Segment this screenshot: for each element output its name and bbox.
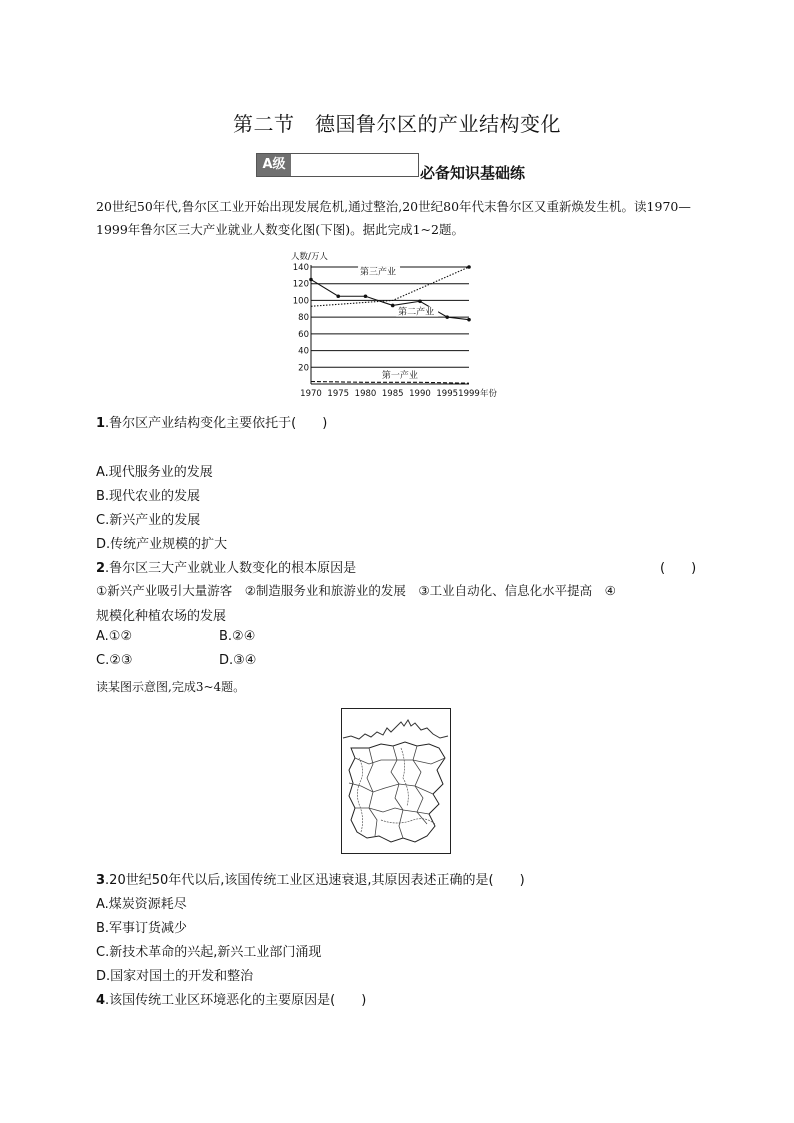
option-2b: B.②④: [219, 629, 256, 644]
statement-list: ①新兴产业吸引大量游客 ②制造服务业和旅游业的发展 ③工业自动化、信息化水平提高 ④: [96, 583, 616, 598]
y-tick-label: 20: [298, 363, 309, 374]
option-1d: D.传统产业规模的扩大: [96, 537, 228, 552]
series-label: 第三产业: [360, 267, 397, 278]
option-3d: D.国家对国土的开发和整治: [96, 969, 254, 984]
x-tick-label: 1980: [354, 389, 377, 399]
question-1: [96, 412, 327, 431]
x-tick-label: 1970: [300, 389, 322, 399]
answer-paren: ( ): [660, 561, 697, 576]
statement-list-cont: 规模化种植农场的发展: [96, 609, 227, 624]
data-point: [336, 294, 340, 298]
option-2a: A.①②: [96, 629, 133, 644]
question-stem: .该国传统工业区环境恶化的主要原因是( ): [105, 993, 367, 1008]
level-name: 必备知识基础练: [420, 164, 526, 182]
y-tick-label: 80: [298, 313, 309, 324]
x-tick-label: 1985: [381, 389, 404, 399]
x-tick-label: 1999: [458, 389, 480, 399]
option-2d: D.③④: [219, 653, 257, 668]
option-1a: A.现代服务业的发展: [96, 465, 213, 480]
intro-paragraph: 20世纪50年代,鲁尔区工业开始出现发展危机,通过整治,20世纪80年代末鲁尔区又重新焕发生机。读1970—1999年鲁尔区三大产业就业人数变化图(下图)。据此完成1~2题。: [96, 199, 691, 237]
page-title: 第二节 德国鲁尔区的产业结构变化: [233, 112, 561, 136]
question-number: 4: [96, 993, 106, 1008]
question-number: 2: [96, 561, 106, 576]
employment-line-chart: [285, 250, 520, 402]
series-label: 第二产业: [398, 307, 435, 318]
data-point: [467, 265, 471, 269]
y-tick-label: 120: [292, 279, 309, 290]
series-label: 第一产业: [381, 371, 418, 382]
data-point: [391, 304, 395, 308]
series-line: [311, 381, 469, 383]
data-point: [364, 294, 368, 298]
data-point: [467, 318, 471, 322]
x-axis-label: 年份: [480, 389, 498, 399]
x-tick-label: 1995: [436, 389, 459, 399]
y-tick-label: 140: [292, 263, 309, 273]
data-point: [445, 315, 449, 319]
y-tick-label: 60: [298, 329, 309, 340]
option-3a: A.煤炭资源耗尽: [96, 897, 187, 912]
germany-map: [341, 708, 451, 854]
question-stem: .20世纪50年代以后,该国传统工业区迅速衰退,其原因表述正确的是( ): [105, 873, 525, 888]
option-1c: C.新兴产业的发展: [96, 513, 201, 528]
option-3c: C.新技术革命的兴起,新兴工业部门涌现: [96, 945, 322, 960]
question-4: [96, 989, 366, 1008]
x-tick-label: 1990: [409, 389, 431, 399]
question-2: [96, 557, 356, 576]
option-1b: B.现代农业的发展: [96, 489, 201, 504]
y-tick-label: 40: [298, 346, 309, 357]
data-point: [418, 299, 422, 303]
series-line: [311, 280, 469, 320]
x-tick-label: 1975: [327, 389, 350, 399]
question-number: 1: [96, 416, 106, 431]
map-prompt: 读某图示意图,完成3~4题。: [96, 680, 246, 694]
level-tag: A级: [257, 154, 291, 176]
question-number: 3: [96, 873, 106, 888]
question-stem: .鲁尔区三大产业就业人数变化的根本原因是: [105, 561, 357, 576]
question-3: [96, 869, 525, 888]
level-box: [256, 153, 419, 177]
question-stem: .鲁尔区产业结构变化主要依托于( ): [105, 416, 328, 431]
option-3b: B.军事订货减少: [96, 921, 188, 936]
y-axis-label: 人数/万人: [291, 252, 328, 262]
y-tick-label: 100: [292, 296, 309, 307]
option-2c: C.②③: [96, 653, 133, 668]
data-point: [309, 278, 313, 282]
